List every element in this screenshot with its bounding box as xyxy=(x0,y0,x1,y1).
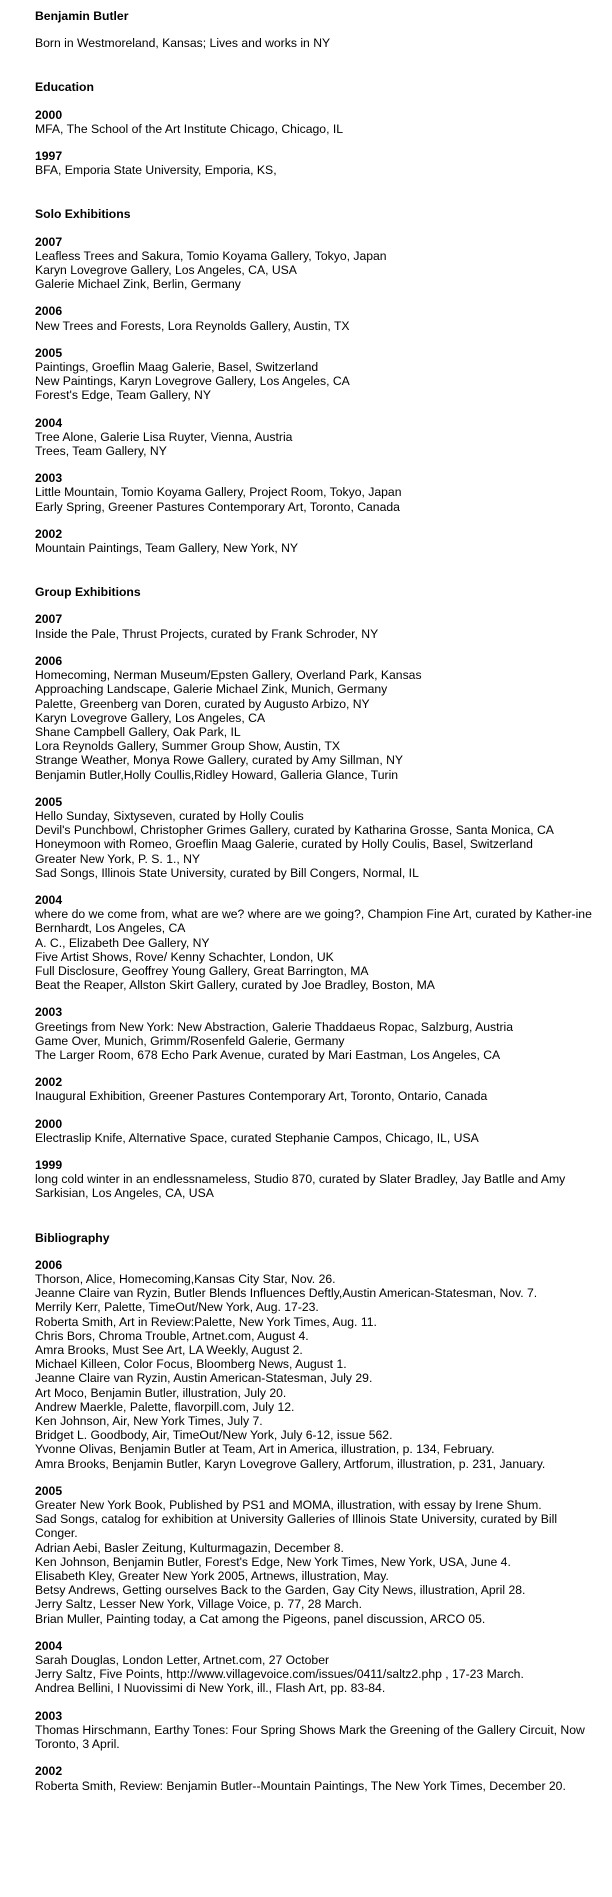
list-item: Ken Johnson, Air, New York Times, July 7. xyxy=(35,1414,263,1429)
list-item: Karyn Lovegrove Gallery, Los Angeles, CA, USA xyxy=(35,263,297,278)
year-heading: 2007 xyxy=(35,612,63,627)
list-item: Chris Bors, Chroma Trouble, Artnet.com, August 4. xyxy=(35,1328,309,1343)
year-block xyxy=(35,346,592,403)
list-item: Sad Songs, Illinois State University, curated by Bill Congers, Normal, IL xyxy=(35,865,419,880)
list-item: Paintings, Groeflin Maag Galerie, Basel, Switzerland xyxy=(35,360,319,375)
year-heading: 2005 xyxy=(35,1483,63,1498)
year-block xyxy=(35,1075,592,1103)
list-item: MFA, The School of the Art Institute Chicago, Chicago, IL xyxy=(35,121,344,136)
list-item: Roberta Smith, Review: Benjamin Butler--Mountain Paintings, The New York Times, December 20. xyxy=(35,1778,566,1793)
year-heading: 2006 xyxy=(35,1257,63,1272)
list-item: Shane Campbell Gallery, Oak Park, IL xyxy=(35,724,241,739)
list-item: Jerry Saltz, Lesser New York, Village Voice, p. 77, 28 March. xyxy=(35,1597,362,1612)
year-block xyxy=(35,304,592,332)
year-block xyxy=(35,1764,592,1792)
list-item: Approaching Landscape, Galerie Michael Zink, Munich, Germany xyxy=(35,682,388,697)
year-block xyxy=(35,149,592,177)
list-item: Little Mountain, Tomio Koyama Gallery, Project Room, Tokyo, Japan xyxy=(35,485,402,500)
list-item: long cold winter in an endlessnameless, Studio 870, curated by Slater Bradley, Jay Batlle and Amy Sarkisian, Los Angeles, CA, USA xyxy=(35,1172,566,1201)
list-item: BFA, Emporia State University, Emporia, KS, xyxy=(35,163,277,178)
year-heading: 2004 xyxy=(35,1638,63,1653)
list-item: Beat the Reaper, Allston Skirt Gallery, curated by Joe Bradley, Boston, MA xyxy=(35,978,435,993)
year-heading: 2000 xyxy=(35,1116,63,1131)
list-item: Five Artist Shows, Rove/ Kenny Schachter, London, UK xyxy=(35,949,334,964)
list-item: Amra Brooks, Benjamin Butler, Karyn Lovegrove Gallery, Artforum, illustration, p. 231, January. xyxy=(35,1456,546,1471)
list-item: Betsy Andrews, Getting ourselves Back to the Garden, Gay City News, illustration, April 28. xyxy=(35,1583,526,1598)
list-item: Tree Alone, Galerie Lisa Ruyter, Vienna, Austria xyxy=(35,429,293,444)
year-heading: 2006 xyxy=(35,304,63,319)
list-item: Inaugural Exhibition, Greener Pastures Contemporary Art, Toronto, Ontario, Canada xyxy=(35,1089,488,1104)
list-item: Galerie Michael Zink, Berlin, Germany xyxy=(35,277,241,292)
year-heading: 2007 xyxy=(35,234,63,249)
list-item: Amra Brooks, Must See Art, LA Weekly, August 2. xyxy=(35,1343,303,1358)
year-heading: 2000 xyxy=(35,107,63,122)
year-block xyxy=(35,416,592,459)
list-item: Benjamin Butler,Holly Coullis,Ridley Howard, Galleria Glance, Turin xyxy=(35,767,399,782)
list-item: Trees, Team Gallery, NY xyxy=(35,444,167,459)
list-item: Bridget L. Goodbody, Air, TimeOut/New York, July 6-12, issue 562. xyxy=(35,1428,393,1443)
list-item: Andrew Maerkle, Palette, flavorpill.com, July 12. xyxy=(35,1399,295,1414)
year-block xyxy=(35,108,592,136)
cv-section xyxy=(35,585,592,1200)
cv-sections xyxy=(35,80,592,1792)
list-item: Jeanne Claire van Ryzin, Butler Blends Influences Deftly,Austin American-Statesman, Nov. 7. xyxy=(35,1286,538,1301)
year-block xyxy=(35,527,592,555)
list-item: where do we come from, what are we? where are we going?, Champion Fine Art, curated by Kather-ine Bernhardt, Los Angeles, CA xyxy=(35,907,592,936)
list-item: Elisabeth Kley, Greater New York 2005, Artnews, illustration, May. xyxy=(35,1569,389,1584)
list-item: Game Over, Munich, Grimm/Rosenfeld Galerie, Germany xyxy=(35,1033,345,1048)
list-item: Ken Johnson, Benjamin Butler, Forest's Edge, New York Times, New York, USA, June 4. xyxy=(35,1554,511,1569)
year-block xyxy=(35,795,592,880)
year-heading: 2002 xyxy=(35,1764,63,1779)
year-heading: 2003 xyxy=(35,1005,63,1020)
year-heading: 1999 xyxy=(35,1157,63,1172)
artist-name: Benjamin Butler xyxy=(35,9,129,23)
year-block xyxy=(35,235,592,292)
year-block xyxy=(35,893,592,992)
list-item: Thomas Hirschmann, Earthy Tones: Four Spring Shows Mark the Greening of the Gallery Circuit, Now Toronto, 3 April. xyxy=(35,1722,585,1752)
year-heading: 2004 xyxy=(35,415,63,430)
year-heading: 2002 xyxy=(35,1075,63,1090)
list-item: Roberta Smith, Art in Review:Palette, New York Times, Aug. 11. xyxy=(35,1314,377,1329)
year-block xyxy=(35,1117,592,1145)
year-heading: 2004 xyxy=(35,892,63,907)
list-item: Greater New York Book, Published by PS1 and MOMA, illustration, with essay by Irene Shum. xyxy=(35,1498,542,1513)
list-item: Andrea Bellini, I Nuovissimi di New York, ill., Flash Art, pp. 83-84. xyxy=(35,1681,386,1696)
list-item: Jerry Saltz, Five Points, http://www.villagevoice.com/issues/0411/saltz2.php , 17-23 March. xyxy=(35,1667,524,1682)
list-item: Hello Sunday, Sixtyseven, curated by Holly Coulis xyxy=(35,808,304,823)
year-block xyxy=(35,1005,592,1062)
section-title: Bibliography xyxy=(35,1230,110,1245)
list-item: Sarah Douglas, London Letter, Artnet.com, 27 October xyxy=(35,1653,330,1668)
list-item: Brian Muller, Painting today, a Cat among the Pigeons, panel discussion, ARCO 05. xyxy=(35,1611,486,1626)
year-block xyxy=(35,1639,592,1696)
list-item: The Larger Room, 678 Echo Park Avenue, curated by Mari Eastman, Los Angeles, CA xyxy=(35,1047,501,1062)
year-block xyxy=(35,1158,592,1201)
list-item: Jeanne Claire van Ryzin, Austin American-Statesman, July 29. xyxy=(35,1371,373,1386)
list-item: Greetings from New York: New Abstraction, Galerie Thaddaeus Ropac, Salzburg, Austria xyxy=(35,1019,514,1034)
list-item: Greater New York, P. S. 1., NY xyxy=(35,851,201,866)
list-item: Honeymoon with Romeo, Groeflin Maag Galerie, curated by Holly Coulis, Basel, Switzerland xyxy=(35,837,533,852)
year-heading: 1997 xyxy=(35,149,63,164)
year-block xyxy=(35,654,592,782)
year-heading: 2005 xyxy=(35,345,63,360)
list-item: Adrian Aebi, Basler Zeitung, Kulturmagazin, December 8. xyxy=(35,1540,344,1555)
list-item: A. C., Elizabeth Dee Gallery, NY xyxy=(35,935,210,950)
list-item: Yvonne Olivas, Benjamin Butler at Team, Art in America, illustration, p. 134, February. xyxy=(35,1442,495,1457)
cv-section xyxy=(35,207,592,555)
list-item: Lora Reynolds Gallery, Summer Group Show, Austin, TX xyxy=(35,739,341,754)
list-item: Homecoming, Nerman Museum/Epsten Gallery, Overland Park, Kansas xyxy=(35,668,422,683)
year-heading: 2003 xyxy=(35,1708,63,1723)
list-item: Full Disclosure, Geoffrey Young Gallery, Great Barrington, MA xyxy=(35,963,369,978)
list-item: Karyn Lovegrove Gallery, Los Angeles, CA xyxy=(35,710,266,725)
list-item: Electraslip Knife, Alternative Space, curated Stephanie Campos, Chicago, IL, USA xyxy=(35,1130,479,1145)
list-item: Palette, Greenberg van Doren, curated by Augusto Arbizo, NY xyxy=(35,696,370,711)
year-block xyxy=(35,471,592,514)
year-heading: 2002 xyxy=(35,526,63,541)
year-block xyxy=(35,612,592,640)
list-item: Early Spring, Greener Pastures Contemporary Art, Toronto, Canada xyxy=(35,499,400,514)
list-item: Mountain Paintings, Team Gallery, New York, NY xyxy=(35,541,299,556)
list-item: Sad Songs, catalog for exhibition at University Galleries of Illinois State University, curated by Bill Conger. xyxy=(35,1512,558,1541)
list-item: Leafless Trees and Sakura, Tomio Koyama Gallery, Tokyo, Japan xyxy=(35,248,387,263)
year-heading: 2003 xyxy=(35,471,63,486)
list-item: Thorson, Alice, Homecoming,Kansas City Star, Nov. 26. xyxy=(35,1272,336,1286)
section-title: Solo Exhibitions xyxy=(35,207,131,222)
cv-section xyxy=(35,80,592,177)
list-item: New Trees and Forests, Lora Reynolds Gallery, Austin, TX xyxy=(35,318,350,333)
year-block xyxy=(35,1258,592,1471)
artist-bio: Born in Westmoreland, Kansas; Lives and works in NY xyxy=(35,36,331,51)
year-heading: 2005 xyxy=(35,794,63,809)
section-title: Group Exhibitions xyxy=(35,585,141,600)
list-item: Strange Weather, Monya Rowe Gallery, curated by Amy Sillman, NY xyxy=(35,753,404,768)
list-item: Michael Killeen, Color Focus, Bloomberg News, August 1. xyxy=(35,1357,347,1372)
list-item: New Paintings, Karyn Lovegrove Gallery, Los Angeles, CA xyxy=(35,374,350,389)
list-item: Art Moco, Benjamin Butler, illustration, July 20. xyxy=(35,1385,287,1400)
list-item: Merrily Kerr, Palette, TimeOut/New York, Aug. 17-23. xyxy=(35,1300,319,1315)
list-item: Forest's Edge, Team Gallery, NY xyxy=(35,388,211,403)
list-item: Inside the Pale, Thrust Projects, curated by Frank Schroder, NY xyxy=(35,626,379,641)
cv-section xyxy=(35,1231,592,1793)
list-item: Devil's Punchbowl, Christopher Grimes Gallery, curated by Katharina Grosse, Santa Monica, CA xyxy=(35,823,554,838)
year-heading: 2006 xyxy=(35,653,63,668)
section-title: Education xyxy=(35,80,94,95)
year-block xyxy=(35,1709,592,1752)
year-block xyxy=(35,1484,592,1626)
